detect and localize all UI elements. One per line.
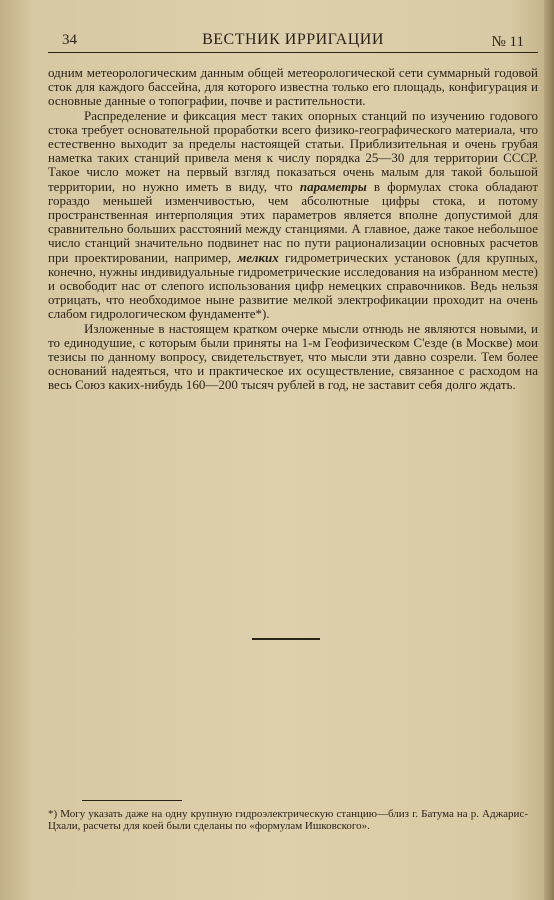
paragraph-2-part-c: гидрометрических установок (для крупных, конечно, нужны индивидуальные гидрометрические исследования на избранном месте) и освободит нас от слепого использования цифр немецких справочников. Ведь нельзя отрицать, что необходимое ныне развитие мелкой электрофикации проходит на очень слабом гидрологическом фундаменте*). [48,249,538,322]
paragraph-2 [48,109,538,322]
book-spine-edge [544,0,554,900]
emphasis-parameters: параметры [299,178,367,194]
header-rule [48,52,538,53]
footnote-rule [82,800,182,801]
issue-number: № 11 [491,34,524,50]
footnote: *) Могу указать даже на одну крупную гидроэлектрическую станцию—близ г. Батума на р. Аджарис-Цхали, расчеты для коей были сделаны по «формулам Ишковского». [48,808,528,832]
paragraph-3: Изложенные в настоящем кратком очерке мысли отнюдь не являются новыми, и то единодушие, с которым были приняты на 1-м Геофизическом С'езде (в Москве) мои тезисы по данному вопросу, свидетельствует, что мысли эти давно созрели. Тем более оснований надеяться, что и практическое их осуществление, связанное с расходом на весь Союз каких-нибудь 160—200 тысяч рублей в год, не заставит себя долго ждать. [48,320,538,393]
paragraph-1: одним метеорологическим данным общей метеорологической сети суммарный годовой сток для каждого бассейна, для которого известна только его площадь, конфигурация и основные данные о топографии, почве и растительности. [48,65,538,109]
journal-title: ВЕСТНИК ИРРИГАЦИИ [202,31,384,48]
emphasis-small: мелких [237,249,279,265]
paragraph-2-part-a: Распределение и фиксация мест таких опорных станций по изучению годового стока требует основательной проработки всего физико-географического материала, что естественно выходит за пределы настоящей статьи. Приблизительная и очень грубая наметка таких станций привела меня к числу порядка 25—30 для территории СССР. Такое число может на первый взгляд показаться очень малым для такой большой территории, но нужно иметь в виду, что [48,107,538,194]
page-number: 34 [62,32,77,48]
paragraph-2-part-b: в формулах стока обладают гораздо меньшей изменчивостью, чем абсолютные цифры стока, и потому пространственная интерполяция этих параметров является вполне допустимой для сравнительно больших расстояний между станциями. А главное, даже такое небольшое число станций значительно подвинет нас по пути рационализации основных расчетов при проектировании, например, [48,178,539,265]
section-divider [252,638,320,640]
running-header [48,30,538,54]
article-body [48,66,538,393]
